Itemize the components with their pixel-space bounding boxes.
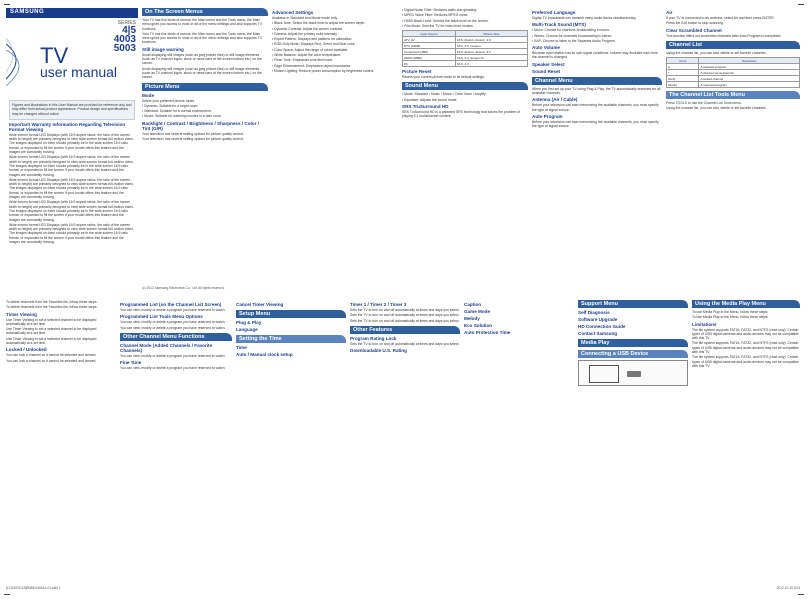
sub-heading: Downloadable U.S. Rating: [350, 348, 407, 354]
sub-heading: SRS TruSurround HD: [402, 104, 449, 110]
body-text: You can view, modify or delete a program you have reserved to watch.: [120, 325, 226, 330]
bullet-item: ▪ SAP: Choose to listen to the Separate Audio Program.: [532, 39, 662, 43]
bullet-item: ▪ Motion Lighting: Reduce power consumption by brightness control.: [272, 69, 398, 73]
sub-heading: Cancel Timer Viewing: [236, 302, 284, 307]
section-header: The Channel List Tools Menu: [666, 91, 800, 99]
table-cell: 16:9, 4:3: [456, 61, 528, 67]
series-badge: [114, 20, 136, 53]
body-text: You can view, modify or delete a program you have reserved to watch.: [120, 366, 226, 371]
warranty-body: Wide screen format LED Displays (with 16:9 aspect ratios, the ratio of the screen width to height) are primarily designed to view wide screen format full-motion video. The images displayed on them should primarily be in the wide screen 16:9 ratio format, or expanded to fill the screen if your model offers this feature and the images are constantly moving.: [9, 222, 134, 245]
bullet-item: ▪ Digital Noise Filter: Reduces static and ghosting.: [402, 8, 528, 12]
bullet-item: ▪ Stereo: Choose for channels broadcasting in stereo.: [532, 34, 662, 38]
column-channel-list: [666, 8, 800, 112]
crop-mark: [4, 594, 10, 595]
section-header: Other Channel Menu Functions: [120, 333, 232, 341]
section-header: Other Features: [350, 326, 460, 334]
model-number-a: 4003: [113, 34, 136, 45]
usb-stick-icon: [627, 371, 641, 377]
body-text: Before your television can start memorizing the available channels, you must specify the type of signal source.: [532, 103, 659, 112]
table-cell: A channel set as Favorite: [699, 70, 800, 76]
bullet-item: ▪ Flesh Tone: Emphasize pink flesh tone.: [272, 58, 398, 62]
column-programmed-list: [120, 300, 232, 371]
brand-bar: [6, 8, 138, 18]
section-header: Setting the Time: [236, 335, 346, 343]
tv-icon: [589, 365, 619, 383]
body-text: Your television has several setting options for picture quality control.: [142, 131, 244, 136]
series-label: SERIES: [117, 20, 136, 26]
table-cell: Component (480i): [403, 49, 456, 55]
warranty-body: Wide screen format LED Displays (with 16:9 aspect ratios, the ratio of the screen width to height) are primarily designed to view wide screen format full-motion video. The images displayed on them should primarily be in the wide screen 16:9 ratio format, or expanded to fill the screen if your model offers this feature and the images are constantly moving.: [9, 200, 134, 222]
column-picture-sound: [402, 8, 528, 120]
sub-heading: Auto Program: [532, 113, 563, 119]
bullet-item: ▪ Mode: Standard / Music / Movie / Clear Voice / Amplify: [402, 92, 528, 96]
section-header: Support Menu: [578, 300, 688, 308]
body-text: To delete channels from the Favorites list, follow these steps:: [6, 305, 98, 310]
sub-heading: Plug & Play: [236, 320, 262, 325]
manual-sheet-front: [6, 8, 802, 292]
body-text: Use Timer Viewing to set a selected channel to be displayed automatically at a set time.: [6, 336, 97, 346]
sub-heading: Melody: [464, 316, 480, 321]
section-header: Connecting a USB Device: [578, 350, 688, 358]
column-media-play: [692, 300, 800, 369]
warranty-body: Wide screen format LED Displays (with 16:9 aspect ratios, the ratio of the screen width to height) are primarily designed to view wide screen format full-motion video. The images displayed on them should primarily be in the wide screen 16:9 ratio format, or expanded to fill the screen if your model offers this feature and the images are constantly moving.: [9, 177, 134, 200]
sub-heading: Language: [236, 327, 258, 332]
table-header-cell: Input Source: [403, 31, 456, 37]
section-header: Media Play: [578, 339, 688, 347]
bullet-item: ▪ Film Mode: Sets the TV for video from movies.: [402, 24, 528, 28]
bullet-item: ▪ HDMI Black Level: Selects the black level on the screen.: [402, 19, 528, 23]
body-text: This function filters out scrambled channels after Auto Program is completed.: [666, 33, 782, 38]
sub-heading: Caption: [464, 302, 482, 307]
bullet-item: ▪ Mono: Choose for channels broadcasting in mono.: [532, 28, 662, 32]
channel-icons-table: [666, 57, 800, 88]
body-text: Your television has several setting options for picture quality control.: [142, 137, 244, 142]
section-header: Picture Menu: [142, 83, 268, 91]
sub-heading: Locked / Unlocked: [6, 347, 47, 353]
bullet-item: ▪ Dynamic Contrast: Adjust the screen contrast.: [272, 27, 398, 31]
notice-box: [9, 100, 135, 120]
body-text: You can lock a channel so it cannot be selected and viewed.: [6, 358, 97, 363]
bullet-item: ▪ Expert Pattern: Displays test patterns for calibration.: [272, 37, 398, 41]
body-text: To use Media Play in the Menu, follow these steps:: [692, 310, 769, 314]
column-channel-menu: [532, 8, 662, 130]
body-text: You can view, modify or delete a program you have reserved to watch.: [120, 308, 226, 312]
section-header: Channel Menu: [532, 77, 662, 85]
sub-heading: Limitations: [692, 321, 717, 327]
body-text: Avoid displaying still images (such as jpeg picture files) or still image elements (such as TV channel logos, stock or news bars at the screen bottom etc.) on the screen.: [142, 66, 262, 80]
sub-heading: Auto / Manual clock setup: [236, 352, 293, 357]
table-header-cell: Operations: [699, 58, 800, 64]
section-header: Sound Menu: [402, 82, 528, 90]
body-text: Resets your current picture mode to its default settings.: [402, 75, 485, 80]
body-text: Using the channel list, you can add, delete or set favorite channels.: [666, 106, 767, 111]
sub-heading: Multi-Track Sound (MTS): [532, 22, 586, 28]
crop-mark: [798, 594, 804, 595]
sub-heading: Speaker Select: [532, 61, 565, 67]
manual-sheet-back: [6, 300, 802, 582]
samsung-logo: SAMSUNG: [10, 9, 45, 15]
body-text: You can lock a channel so it cannot be selected and viewed.: [6, 353, 97, 358]
body-text: Sets the TV to turn on and off automatically at times and days you select.: [350, 308, 460, 312]
table-cell: A: [667, 64, 699, 70]
crop-mark: [4, 4, 10, 5]
body-text: Select your preferred picture mode.: [142, 98, 196, 103]
bullet-item: ▪ Color Space: Adjust the range of colors available.: [272, 48, 398, 52]
sub-heading: Backlight / Contrast / Brightness / Sharpness / Color / Tint (G/R): [142, 120, 259, 131]
sub-heading: Air: [666, 10, 673, 15]
model-number-b: 5003: [113, 43, 136, 54]
body-text: Sets the TV to turn on and off automatically at times and days you select.: [350, 341, 460, 346]
sub-heading: Contact Samsung: [578, 331, 618, 336]
section-header: On The Screen Menus: [142, 8, 268, 16]
bullet-item: ▪ Gamma: Adjust the primary color intensity.: [272, 32, 398, 36]
body-text: Before your television can start memorizing the available channels, you must specify the type of signal source.: [532, 119, 659, 129]
bullet-item: ▪ Movie: Suitable for watching movies in a dark room.: [142, 114, 268, 118]
table-header-cell: Picture Size: [456, 31, 528, 37]
body-text: Press the Exit button to stop scanning.: [666, 21, 724, 26]
sub-heading: Sound Reset: [532, 68, 561, 74]
sub-heading: Program Rating Lock: [350, 335, 397, 341]
bullet-item: ▪ Black Tone: Select the black level to adjust the screen depth.: [272, 21, 398, 25]
sub-heading: Game Mode: [464, 309, 491, 314]
bullet-item: ▪ RGB Only Mode: Displays Red, Green and Blue color.: [272, 42, 398, 46]
sub-heading: Self Diagnosis: [578, 310, 610, 315]
body-text: Using the channel list, you can add, delete or set favorite channels.: [666, 50, 767, 55]
sub-heading: Auto Volume: [532, 45, 560, 51]
column-setup-menu: [236, 300, 346, 358]
sub-heading: Time: [236, 345, 247, 350]
table-row: [667, 82, 800, 88]
table-cell: 16:9, 4:3, Screen Fit: [456, 55, 528, 61]
warranty-body: Wide screen format LED Displays (with 16:9 aspect ratios, the ratio of the screen width to height) are primarily designed to view wide screen format full-motion video. The images displayed on them should primarily be in the wide screen 16:9 ratio format, or expanded to fill the screen if your model offers this feature and the images are constantly moving.: [9, 155, 134, 177]
sub-heading: Software Upgrade: [578, 317, 618, 322]
sub-heading: HD Connection Guide: [578, 324, 626, 329]
body-text: Sets the TV to turn on and off automatically at times and days you select.: [350, 313, 460, 318]
body-text: Press TOOLS to use the Channel List Tools menu.: [666, 101, 742, 106]
sub-heading: Advanced Settings: [272, 10, 314, 15]
column-caption-eco: [464, 300, 574, 336]
picture-size-table: [402, 30, 528, 67]
sub-heading: Mode: [142, 92, 154, 98]
table-cell: 16:9, Zoom1, Zoom2, 4:3: [456, 37, 528, 43]
table-cell: PC: [403, 61, 456, 67]
table-cell: HDMI (1080i): [403, 55, 456, 61]
body-text: You can view, modify or delete a program you have reserved to watch.: [120, 353, 226, 358]
warranty-heading: Important Warranty Information Regarding Television Format Viewing: [9, 121, 126, 132]
bullet-item: ▪ White Balance: Adjust the color temperature.: [272, 53, 398, 57]
table-cell: 16:9, Zoom1, Zoom2, 4:3: [456, 49, 528, 55]
sub-heading: Timer Viewing: [6, 311, 37, 317]
body-text: If your TV is connected to an antenna, select Air and then press ENTER.: [666, 16, 775, 20]
bullet-item: ▪ Edge Enhancement: Emphasize object boundaries.: [272, 64, 398, 68]
body-text: Avoid displaying still images (such as jpeg picture files) or still image elements (such as TV channel logos, stock or news bars at the screen bottom etc.) on the screen.: [142, 52, 262, 66]
sub-heading: Programmed List (on the Channel List Screen): [120, 302, 222, 307]
table-row: [403, 61, 528, 67]
section-header: Using the Media Play Menu: [692, 300, 800, 308]
body-text: To delete channels from the Favorites list, follow these steps:: [6, 300, 98, 304]
body-text: The file system supports FAT16, FAT32, and NTFS (read only). Certain types of USB digital cameras and audio devices may not be compatible with this TV.: [692, 355, 799, 368]
column-screen-menus: [142, 8, 268, 142]
body-text: Your TV has five kinds of menus: the Main menu and the Tools menu, the Main menu gives you access to most or all of the menu settings and also supports TV functions.: [142, 31, 262, 45]
body-text: The file system supports FAT16, FAT32, and NTFS (read only). Certain types of USB digital cameras and audio devices may not be compatible with this TV.: [692, 327, 799, 341]
copyright-footer: (c) 2012 Samsung Electronics Co., Ltd. All rights reserved.: [142, 286, 225, 290]
sub-heading: Still image warning: [142, 46, 184, 52]
cover-title: TV: [40, 43, 69, 68]
bullet-item: ▪ Standard: Suitable for a normal environment.: [142, 109, 268, 113]
body-text: To use Media Play in the Menu, follow these steps:: [692, 315, 769, 320]
body-text: Because each station has its own signal conditions, volume may fluctuate each time the channel is changed.: [532, 51, 658, 60]
table-cell: A reserved program: [699, 82, 800, 88]
body-text: SRS TruSurround HD is a patented SRS technology that solves the problem of playing 5.1 multichannel content.: [402, 110, 520, 119]
body-text: Sets the TV to turn on and off automatically at times and days you select.: [350, 318, 460, 323]
table-cell: A selected program: [699, 64, 800, 70]
sub-heading: Channel Mode (Added Channels / Favorite Channels): [120, 342, 213, 353]
body-text: Available in Standard and Movie mode only.: [272, 16, 338, 20]
crop-mark: [798, 4, 804, 5]
sub-heading: Clear Scrambled Channel: [666, 27, 722, 33]
table-cell: (clock): [667, 82, 699, 88]
print-file-label: [LCD4003-ZA]BN68-04816A-01.indd 1: [6, 586, 61, 590]
table-cell: ATV, AV: [403, 37, 456, 43]
usb-connection-diagram: [578, 360, 688, 386]
notice-text: Figures and illustrations in this User Manual are provided for reference only and may differ from actual product appearance. Product design and specifications may be changed without notice.: [12, 103, 132, 116]
table-cell: 16:9, 4:3, Custom: [456, 43, 528, 49]
table-cell: *: [667, 70, 699, 76]
sub-heading: Auto Protection Time: [464, 330, 511, 335]
section-header: Setup Menu: [236, 310, 346, 318]
bullet-item: ▪ Equalizer: Adjusts the sound mode.: [402, 98, 528, 102]
bullet-item: ▪ Dynamic: Suitable for a bright room.: [142, 104, 268, 108]
bullet-item: ▪ MPEG Noise Filter: Reduces MPEG noise.: [402, 13, 528, 17]
sub-heading: Picture Reset: [402, 69, 432, 75]
column-advanced-settings: [272, 8, 398, 74]
column-favorites-timer: [6, 300, 116, 364]
table-cell: (lock): [667, 76, 699, 82]
column-support-media: [578, 300, 688, 388]
series-number: 4|5: [122, 25, 136, 36]
body-text: The file system supports FAT16, FAT32, and NTFS (read only). Certain types of USB digital cameras and audio devices may not be compatible with this TV.: [692, 341, 799, 355]
section-header: Channel List: [666, 41, 800, 49]
sub-heading: Fine Tune: [120, 360, 142, 366]
cover-warranty-text: [9, 98, 135, 245]
body-text: You can view, modify or delete a program you have reserved to watch.: [120, 320, 226, 325]
print-date-label: 2012-10-19 8:03: [776, 586, 800, 590]
body-text: Digital-TV broadcasts can transmit many audio tracks simultaneously.: [532, 16, 637, 20]
body-text: Your TV has five kinds of menus: the Main menu and the Tools menu, the Main menu gives you access to most or all of the menu settings and also supports TV functions.: [142, 18, 262, 31]
table-cell: DTV (1080i): [403, 43, 456, 49]
body-text: When you first set up your TV using Plug & Play, the TV automatically searches for all available channels.: [532, 86, 661, 96]
body-text: Use Timer Viewing to set a selected channel to be displayed automatically at a set time.: [6, 327, 97, 336]
warranty-body: Wide screen format LED Displays (with 16:9 aspect ratios, the ratio of the screen width to height) are primarily designed to view wide screen format full-motion video. The images displayed on them should primarily be in the wide screen 16:9 ratio format, or expanded to fill the screen if your model offers this feature and the images are constantly moving.: [9, 132, 134, 155]
sub-heading: Timer 1 / Timer 2 / Timer 3: [350, 302, 407, 307]
sub-heading: Antenna (Air / Cable): [532, 97, 578, 103]
cover-subtitle: user manual: [40, 64, 118, 80]
column-timers-features: [350, 300, 460, 354]
table-cell: A locked channel: [699, 76, 800, 82]
sub-heading: Programmed List Tools Menu Options: [120, 314, 203, 320]
table-header-cell: Icons: [667, 58, 699, 64]
body-text: Use Timer Viewing to set a selected channel to be displayed automatically at a set time.: [6, 317, 97, 326]
sub-heading: Preferred Language: [532, 10, 576, 15]
cover-panel: [6, 8, 138, 292]
sub-heading: Eco Solution: [464, 323, 493, 328]
